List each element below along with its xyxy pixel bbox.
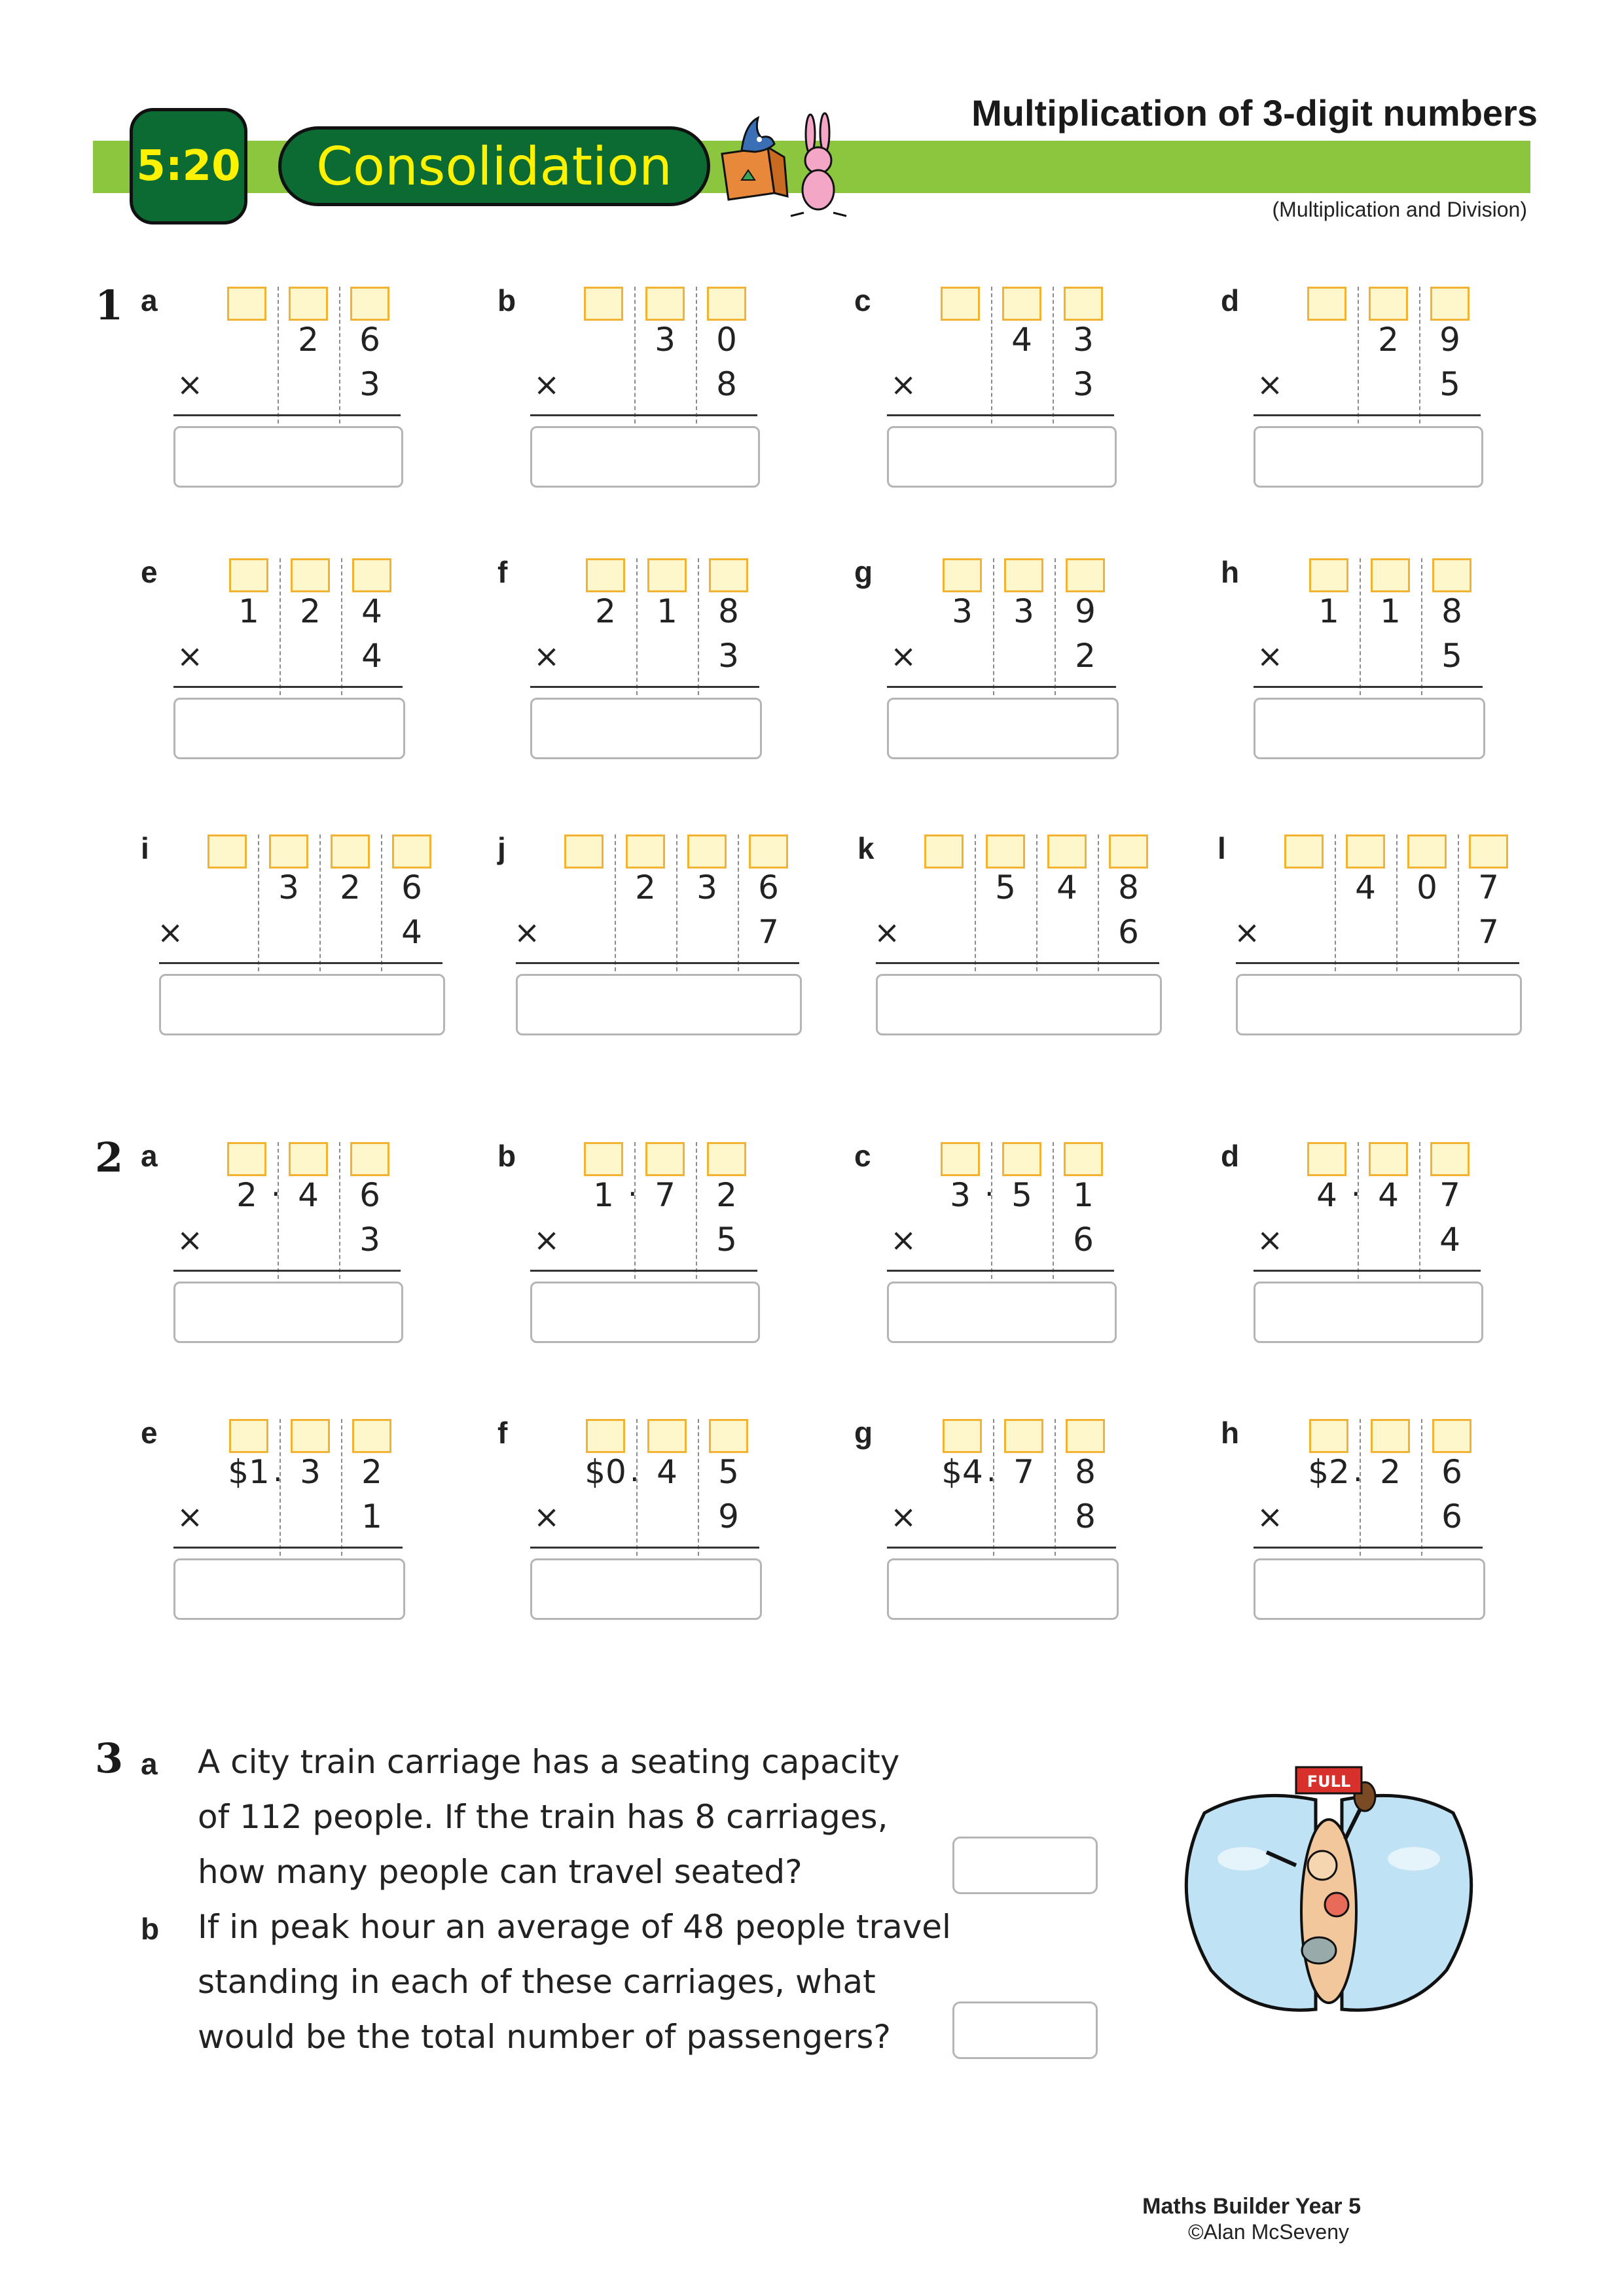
q1-problem-letter: j	[497, 831, 506, 865]
answer-box[interactable]	[876, 974, 1162, 1035]
carry-box[interactable]	[943, 1419, 982, 1453]
decimal-point: .	[986, 1453, 996, 1488]
multiplier-digit: 4	[361, 637, 382, 675]
q2-problem-letter: b	[497, 1139, 516, 1173]
carry-box[interactable]	[647, 1419, 687, 1453]
multiplicand-digit: 2	[1378, 321, 1399, 359]
answer-rule	[887, 414, 1114, 416]
multiplicand-digit: 6	[359, 321, 380, 359]
question-3b-text	[198, 1899, 951, 2064]
multiplicand-digit: 2	[635, 869, 656, 906]
carry-box[interactable]	[1284, 834, 1324, 869]
times-sign: ×	[177, 638, 204, 675]
carry-box[interactable]	[709, 1419, 748, 1453]
carry-box[interactable]	[1066, 558, 1105, 592]
carry-box[interactable]	[986, 834, 1025, 869]
decimal-point: .	[630, 1453, 640, 1488]
multiplicand-digit: 2	[1380, 1453, 1401, 1491]
topic-title: Multiplication of 3-digit numbers	[971, 92, 1538, 134]
times-sign: ×	[1234, 914, 1261, 951]
multiplier-digit: 5	[1439, 365, 1460, 403]
multiplier-digit: 8	[716, 365, 737, 403]
q2-problem-letter: d	[1221, 1139, 1240, 1173]
answer-rule	[530, 414, 757, 416]
multiplier-digit: 3	[1073, 365, 1094, 403]
carry-box[interactable]	[941, 1142, 980, 1176]
multiplier-digit: 2	[1075, 637, 1096, 675]
carry-box[interactable]	[584, 1142, 623, 1176]
multiplier-digit: 3	[359, 365, 380, 403]
lesson-number-badge	[130, 108, 247, 224]
times-sign: ×	[177, 367, 204, 403]
carry-box[interactable]	[924, 834, 964, 869]
multiplicand-digit: 5	[1011, 1176, 1032, 1214]
answer-rule	[516, 962, 799, 964]
q1-problem-letter: g	[854, 555, 873, 589]
multiplier-digit: 4	[1439, 1221, 1460, 1259]
multiplicand-digit: 1	[1318, 592, 1339, 630]
multiplicand-digit: $4	[941, 1453, 983, 1491]
carry-box[interactable]	[586, 558, 625, 592]
carry-box[interactable]	[941, 287, 980, 321]
multiplicand-digit: 1	[593, 1176, 614, 1214]
carry-box[interactable]	[584, 287, 623, 321]
carry-box[interactable]	[645, 287, 685, 321]
times-sign: ×	[1257, 1499, 1284, 1535]
answer-rule	[530, 1547, 759, 1549]
carry-box[interactable]	[1064, 287, 1103, 321]
full-sign	[1296, 1767, 1362, 1793]
multiplier-digit: 3	[359, 1221, 380, 1259]
answer-box[interactable]	[530, 1558, 762, 1620]
multiplicand-digit: 7	[655, 1176, 676, 1214]
multiplicand-digit: 6	[359, 1176, 380, 1214]
carry-box[interactable]	[586, 1419, 625, 1453]
answer-rule	[1254, 1547, 1483, 1549]
decimal-point: ·	[1351, 1176, 1361, 1211]
carry-box[interactable]	[350, 1142, 389, 1176]
multiplier-digit: 6	[1073, 1221, 1094, 1259]
question-3b-line: standing in each of these carriages, what	[198, 1963, 876, 2001]
multiplicand-digit: 3	[1073, 321, 1094, 359]
carry-box[interactable]	[707, 1142, 746, 1176]
carry-box[interactable]	[1432, 558, 1471, 592]
answer-box[interactable]	[159, 974, 445, 1035]
q1-problem-letter: i	[141, 831, 149, 865]
answer-box[interactable]	[1254, 426, 1483, 488]
multiplicand-digit: 2	[298, 321, 319, 359]
carry-box[interactable]	[1002, 287, 1041, 321]
footer-book-title: Maths Builder Year 5	[1142, 2194, 1361, 2219]
answer-box[interactable]	[887, 426, 1117, 488]
answer-box[interactable]	[887, 1282, 1117, 1343]
answer-rule	[530, 1270, 757, 1272]
carry-box[interactable]	[1309, 1419, 1348, 1453]
answer-box[interactable]	[1254, 1282, 1483, 1343]
multiplicand-digit: $0	[585, 1453, 626, 1491]
carry-box[interactable]	[1309, 558, 1348, 592]
carry-box[interactable]	[645, 1142, 685, 1176]
multiplicand-digit: 8	[718, 592, 739, 630]
answer-box[interactable]	[530, 426, 760, 488]
answer-box[interactable]	[887, 1558, 1119, 1620]
q2-problem-letter: e	[141, 1416, 158, 1450]
answer-box[interactable]	[1254, 1558, 1485, 1620]
q2-problem-letter: c	[854, 1139, 871, 1173]
multiplicand-digit: 2	[595, 592, 616, 630]
question-1-number: 1	[95, 281, 124, 329]
times-sign: ×	[1257, 638, 1284, 675]
carry-box[interactable]	[392, 834, 431, 869]
answer-rule	[887, 1547, 1116, 1549]
carry-box[interactable]	[208, 834, 247, 869]
answer-rule	[530, 686, 759, 688]
carry-box[interactable]	[1047, 834, 1087, 869]
answer-rule	[1254, 686, 1483, 688]
multiplicand-digit: 2	[340, 869, 361, 906]
answer-box[interactable]	[887, 698, 1119, 759]
multiplicand-digit: 4	[1056, 869, 1077, 906]
multiplicand-digit: 2	[361, 1453, 382, 1491]
multiplicand-digit: 3	[278, 869, 299, 906]
q1-problem-letter: d	[1221, 283, 1240, 317]
question-3a-line: how many people can travel seated?	[198, 1853, 803, 1891]
carry-box[interactable]	[687, 834, 727, 869]
page-title: Consolidation	[316, 135, 672, 197]
answer-box[interactable]	[530, 1282, 760, 1343]
answer-box[interactable]	[530, 698, 762, 759]
multiplier-digit: 5	[1441, 637, 1462, 675]
carry-box[interactable]	[289, 287, 328, 321]
carry-box[interactable]	[229, 1419, 268, 1453]
multiplicand-digit: 4	[361, 592, 382, 630]
answer-rule	[173, 1270, 401, 1272]
times-sign: ×	[890, 367, 917, 403]
q2-problem-letter: f	[497, 1416, 508, 1450]
multiplicand-digit: 3	[655, 321, 676, 359]
decimal-point: .	[273, 1453, 283, 1488]
multiplicand-digit: 3	[300, 1453, 321, 1491]
times-sign: ×	[890, 1499, 917, 1535]
multiplicand-digit: 5	[718, 1453, 739, 1491]
multiplier-digit: 5	[716, 1221, 737, 1259]
carry-box[interactable]	[626, 834, 665, 869]
mascot-illustration	[712, 108, 863, 219]
carry-box[interactable]	[1371, 1419, 1410, 1453]
multiplicand-digit: 4	[657, 1453, 677, 1491]
multiplicand-digit: 2	[300, 592, 321, 630]
multiplicand-digit: 1	[238, 592, 259, 630]
answer-rule	[173, 414, 401, 416]
q2-problem-letter: g	[854, 1416, 873, 1450]
decimal-point: ·	[628, 1176, 638, 1211]
question-3a-line: A city train carriage has a seating capacity	[198, 1743, 900, 1781]
times-sign: ×	[890, 638, 917, 675]
answer-rule	[1254, 1270, 1481, 1272]
multiplier-digit: 6	[1441, 1498, 1462, 1535]
answer-box[interactable]	[516, 974, 802, 1035]
times-sign: ×	[533, 1499, 560, 1535]
q1-problem-letter: a	[141, 283, 158, 317]
carry-box[interactable]	[1307, 1142, 1346, 1176]
times-sign: ×	[177, 1499, 204, 1535]
carry-box[interactable]	[1469, 834, 1508, 869]
answer-box[interactable]	[1236, 974, 1522, 1035]
answer-rule	[1254, 414, 1481, 416]
answer-box-3a[interactable]	[952, 1837, 1098, 1894]
multiplicand-digit: 0	[716, 321, 737, 359]
multiplier-digit: 7	[1478, 913, 1499, 951]
multiplicand-digit: 6	[758, 869, 779, 906]
multiplicand-digit: 2	[716, 1176, 737, 1214]
multiplicand-digit: 6	[1441, 1453, 1462, 1491]
multiplicand-digit: 4	[1378, 1176, 1399, 1214]
question-3b-line: If in peak hour an average of 48 people travel	[198, 1908, 951, 1946]
carry-box[interactable]	[1430, 1142, 1470, 1176]
multiplicand-digit: 8	[1075, 1453, 1096, 1491]
carry-box[interactable]	[1371, 558, 1410, 592]
carry-box[interactable]	[707, 287, 746, 321]
carry-box[interactable]	[352, 558, 391, 592]
multiplicand-digit: 8	[1118, 869, 1139, 906]
q1-problem-letter: b	[497, 283, 516, 317]
multiplicand-digit: 2	[236, 1176, 257, 1214]
multiplicand-digit: 9	[1439, 321, 1460, 359]
carry-box[interactable]	[1346, 834, 1385, 869]
answer-box[interactable]	[173, 1558, 405, 1620]
carry-box[interactable]	[1004, 558, 1043, 592]
carry-box[interactable]	[1430, 287, 1470, 321]
times-sign: ×	[533, 1222, 560, 1259]
carry-box[interactable]	[749, 834, 788, 869]
multiplier-digit: 3	[718, 637, 739, 675]
carry-box[interactable]	[1002, 1142, 1041, 1176]
times-sign: ×	[533, 367, 560, 403]
multiplicand-digit: $1	[228, 1453, 270, 1491]
lesson-number: 5:20	[136, 142, 241, 190]
multiplicand-digit: 1	[657, 592, 677, 630]
multiplicand-digit: 4	[1355, 869, 1376, 906]
multiplicand-digit: 7	[1478, 869, 1499, 906]
rabbit-icon	[791, 113, 846, 216]
answer-box-3b[interactable]	[952, 2001, 1098, 2059]
q1-problem-letter: f	[497, 555, 508, 589]
multiplicand-digit: 8	[1441, 592, 1462, 630]
answer-rule	[887, 1270, 1114, 1272]
question-3b-line: would be the total number of passengers?	[198, 2018, 891, 2056]
multiplicand-digit: 9	[1075, 592, 1096, 630]
carry-box[interactable]	[291, 1419, 330, 1453]
answer-rule	[1236, 962, 1519, 964]
q2-problem-letter: h	[1221, 1416, 1240, 1450]
carry-box[interactable]	[1064, 1142, 1103, 1176]
carry-box[interactable]	[1109, 834, 1148, 869]
multiplicand-digit: 1	[1073, 1176, 1094, 1214]
multiplicand-digit: 6	[401, 869, 422, 906]
multiplicand-digit: 4	[298, 1176, 319, 1214]
answer-box[interactable]	[173, 698, 405, 759]
multiplier-digit: 7	[758, 913, 779, 951]
times-sign: ×	[157, 914, 184, 951]
question-3b-letter: b	[141, 1912, 160, 1946]
carry-box[interactable]	[269, 834, 308, 869]
multiplicand-digit: 3	[952, 592, 973, 630]
strand-label: (Multiplication and Division)	[1272, 198, 1527, 221]
carry-box[interactable]	[1432, 1419, 1471, 1453]
title-pill	[278, 126, 710, 206]
times-sign: ×	[177, 1222, 204, 1259]
carry-box[interactable]	[350, 287, 389, 321]
q1-problem-letter: h	[1221, 555, 1240, 589]
carry-box[interactable]	[289, 1142, 328, 1176]
carry-box[interactable]	[564, 834, 604, 869]
footer-copyright: ©Alan McSeveny	[1188, 2220, 1349, 2244]
multiplicand-digit: 7	[1439, 1176, 1460, 1214]
multiplier-digit: 6	[1118, 913, 1139, 951]
decimal-point: ·	[984, 1176, 994, 1211]
multiplicand-digit: 3	[696, 869, 717, 906]
carry-box[interactable]	[647, 558, 687, 592]
multiplier-digit: 9	[718, 1498, 739, 1535]
multiplicand-digit: 1	[1380, 592, 1401, 630]
carry-box[interactable]	[943, 558, 982, 592]
q1-problem-letter: e	[141, 555, 158, 589]
question-3a-text	[198, 1734, 899, 1899]
kangaroo-icon	[742, 118, 774, 152]
question-3-number: 3	[95, 1734, 124, 1782]
carry-box[interactable]	[291, 558, 330, 592]
times-sign: ×	[514, 914, 541, 951]
times-sign: ×	[533, 638, 560, 675]
question-2-number: 2	[95, 1134, 124, 1181]
carry-box[interactable]	[1066, 1419, 1105, 1453]
carry-box[interactable]	[1369, 287, 1408, 321]
answer-rule	[159, 962, 442, 964]
carry-box[interactable]	[227, 1142, 266, 1176]
q2-problem-letter: a	[141, 1139, 158, 1173]
decimal-point: ·	[271, 1176, 281, 1211]
q1-problem-letter: c	[854, 283, 871, 317]
times-sign: ×	[1257, 1222, 1284, 1259]
carry-box[interactable]	[331, 834, 370, 869]
q1-problem-letter: l	[1218, 831, 1226, 865]
decimal-point: .	[1353, 1453, 1363, 1488]
full-sign-text: FULL	[1307, 1772, 1351, 1791]
carry-box[interactable]	[709, 558, 748, 592]
times-sign: ×	[874, 914, 901, 951]
multiplicand-digit: 3	[950, 1176, 971, 1214]
multiplier-digit: 4	[401, 913, 422, 951]
answer-box[interactable]	[173, 426, 403, 488]
times-sign: ×	[1257, 367, 1284, 403]
answer-rule	[173, 686, 403, 688]
multiplicand-digit: $2	[1308, 1453, 1350, 1491]
q1-problem-letter: k	[857, 831, 875, 865]
answer-box[interactable]	[1254, 698, 1485, 759]
multiplicand-digit: 4	[1316, 1176, 1337, 1214]
times-sign: ×	[890, 1222, 917, 1259]
box-icon	[722, 147, 787, 200]
carry-box[interactable]	[1307, 287, 1346, 321]
question-3a-letter: a	[141, 1747, 158, 1781]
carry-box[interactable]	[229, 558, 268, 592]
carry-box[interactable]	[1369, 1142, 1408, 1176]
multiplier-digit: 8	[1075, 1498, 1096, 1535]
answer-box[interactable]	[173, 1282, 403, 1343]
multiplicand-digit: 0	[1416, 869, 1437, 906]
answer-rule	[887, 686, 1116, 688]
answer-rule	[876, 962, 1159, 964]
multiplier-digit: 1	[361, 1498, 382, 1535]
multiplicand-digit: 3	[1013, 592, 1034, 630]
carry-box[interactable]	[1004, 1419, 1043, 1453]
crowded-train-illustration	[1165, 1754, 1492, 2029]
multiplicand-digit: 5	[995, 869, 1016, 906]
carry-box[interactable]	[227, 287, 266, 321]
multiplicand-digit: 4	[1011, 321, 1032, 359]
carry-box[interactable]	[1407, 834, 1447, 869]
carry-box[interactable]	[352, 1419, 391, 1453]
answer-rule	[173, 1547, 403, 1549]
question-3a-line: of 112 people. If the train has 8 carriages,	[198, 1798, 888, 1836]
multiplicand-digit: 7	[1013, 1453, 1034, 1491]
